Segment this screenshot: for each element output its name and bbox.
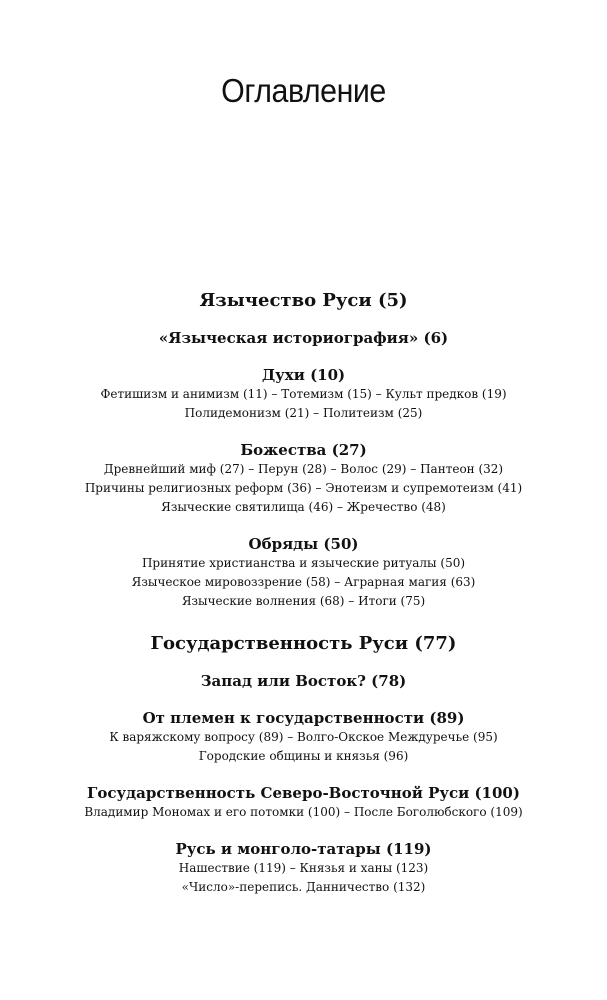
section-heading: «Языческая историография» (6) — [158, 329, 449, 347]
toc-entry-line: Языческое мировоззрение (58) – Аграрная магия (63) — [131, 575, 476, 589]
toc-entry-line: Нашествие (119) – Князья и ханы (123) — [178, 861, 429, 875]
toc-entry-line: Принятие христианства и языческие ритуалы (50) — [141, 556, 466, 570]
section-heading: Государственность Северо-Восточной Руси (100) — [87, 784, 520, 802]
section-heading: Русь и монголо-татары (119) — [175, 840, 432, 858]
toc-entry-line: «Число»-перепись. Данничество (132) — [181, 880, 426, 894]
toc-entry-line: Городские общины и князья (96) — [198, 749, 409, 763]
toc-entry-line: Языческие святилища (46) – Жречество (48) — [161, 500, 446, 514]
toc-entry-line: Полидемонизм (21) – Политеизм (25) — [184, 406, 423, 420]
page-title: Оглавление — [221, 72, 386, 109]
table-of-contents — [0, 288, 607, 897]
toc-entry-line: Языческие волнения (68) – Итоги (75) — [181, 594, 426, 608]
toc-entry-line: Владимир Мономах и его потомки (100) – После Боголюбского (109) — [84, 805, 523, 819]
part-heading: Государственность Руси (77) — [150, 633, 457, 654]
section-heading: Духи (10) — [261, 366, 346, 384]
toc-entry-line: Древнейший миф (27) – Перун (28) – Волос (29) – Пантеон (32) — [103, 462, 504, 476]
section-heading: Запад или Восток? (78) — [200, 672, 407, 690]
toc-entry-line: Причины религиозных реформ (36) – Энотеизм и супремотеизм (41) — [84, 481, 523, 495]
section-heading: Обряды (50) — [248, 535, 359, 553]
toc-entry-line: Фетишизм и анимизм (11) – Тотемизм (15) – Культ предков (19) — [100, 387, 507, 401]
section-heading: От племен к государственности (89) — [142, 709, 465, 727]
section-heading: Божества (27) — [240, 441, 367, 459]
part-heading: Язычество Руси (5) — [199, 290, 408, 311]
toc-entry-line: К варяжскому вопросу (89) – Волго-Окское Междуречье (95) — [109, 730, 498, 744]
